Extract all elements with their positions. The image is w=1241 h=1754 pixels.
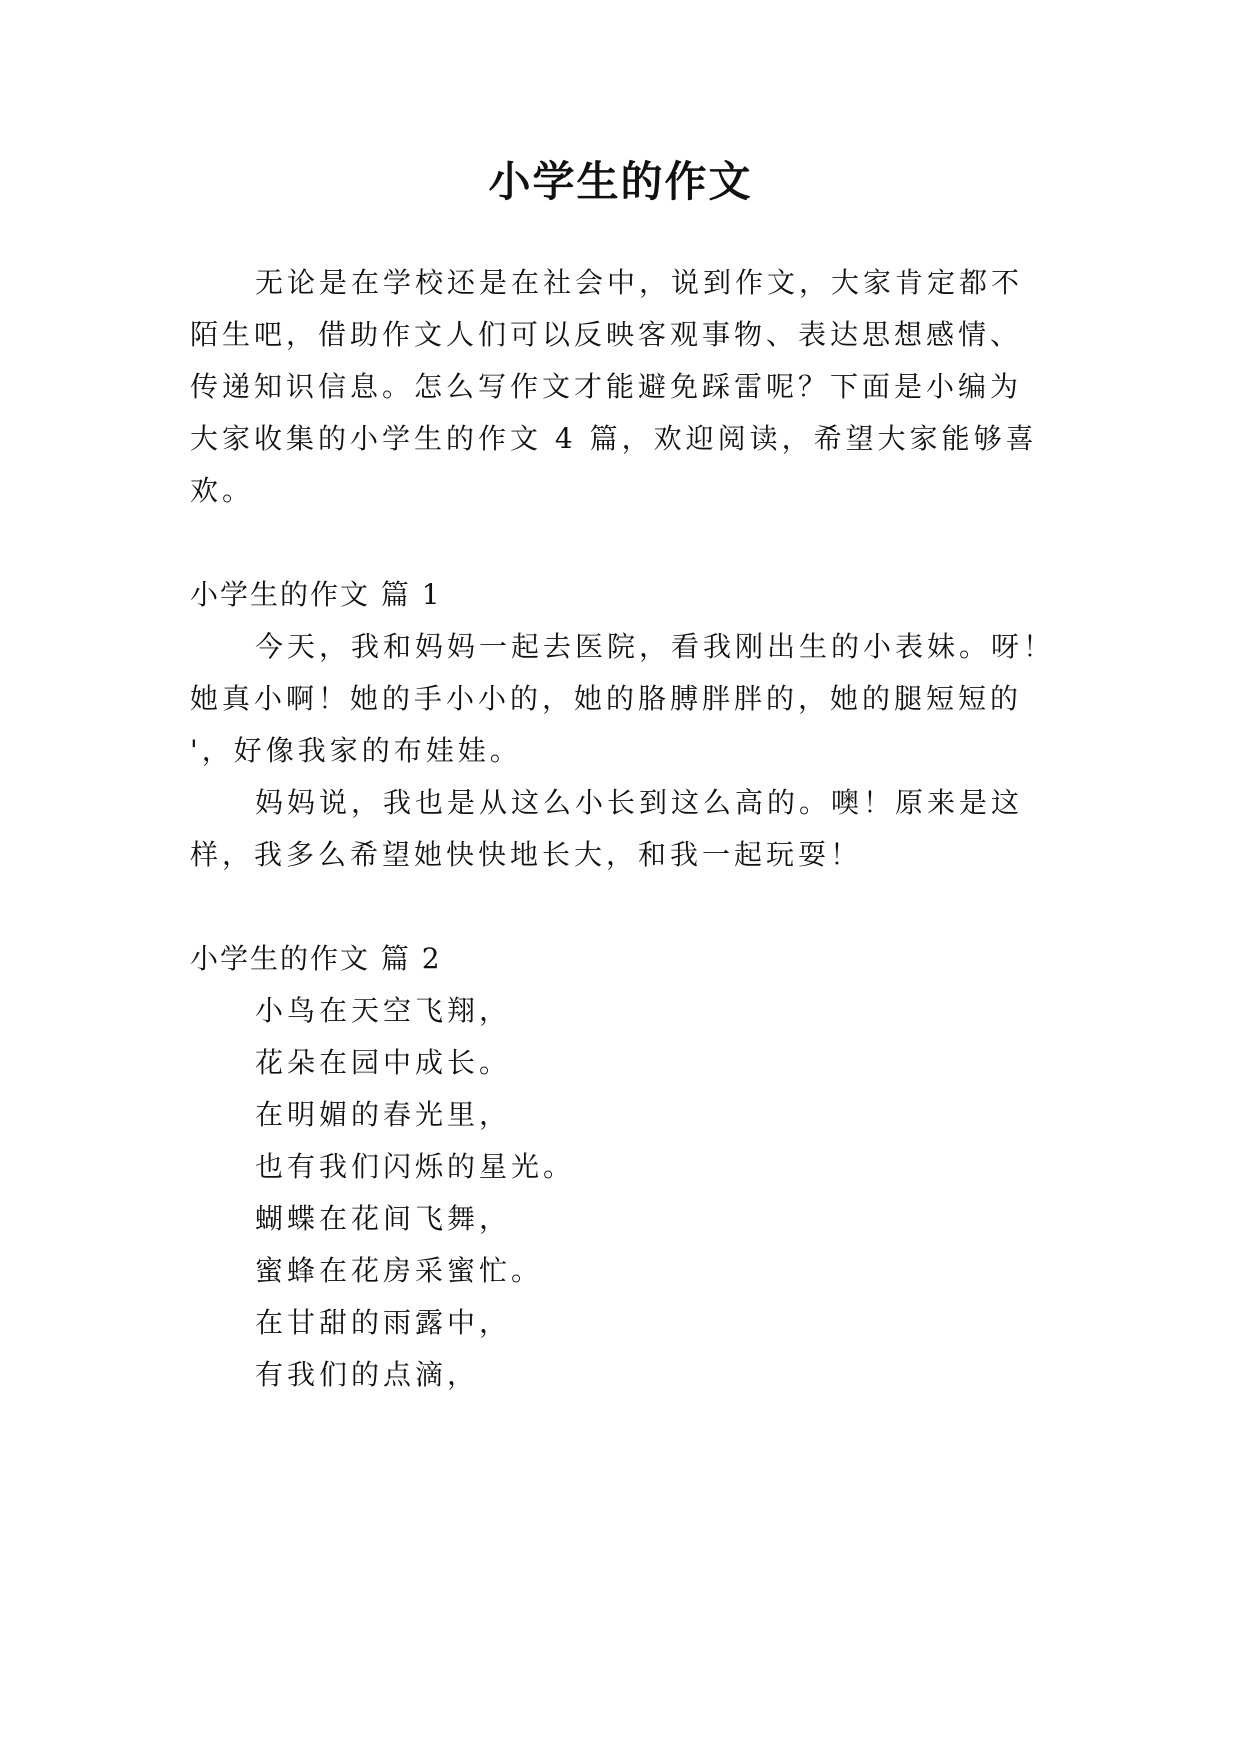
section-2-heading: 小学生的作文 篇 2 [190, 942, 442, 975]
poem-line-6: 蜜蜂在花房采蜜忙。 [255, 1254, 544, 1287]
intro-line-2: 陌生吧，借助作文人们可以反映客观事物、表达思想感情、 [190, 318, 1023, 351]
section-1-line-4: 妈妈说，我也是从这么小长到这么高的。噢！原来是这 [255, 786, 1024, 819]
intro-line-4: 大家收集的小学生的作文 4 篇，欢迎阅读，希望大家能够喜 [190, 422, 1038, 455]
section-1-line-2: 她真小啊！她的手小小的，她的胳膊胖胖的，她的腿短短的 [190, 682, 1023, 715]
section-1-heading: 小学生的作文 篇 1 [190, 578, 442, 611]
intro-line-3: 传递知识信息。怎么写作文才能避免踩雷呢？下面是小编为 [190, 370, 1023, 403]
poem-line-4: 也有我们闪烁的星光。 [255, 1150, 576, 1183]
poem-line-3: 在明媚的春光里， [255, 1098, 512, 1131]
poem-line-7: 在甘甜的雨露中， [255, 1306, 512, 1339]
poem-line-2: 花朵在园中成长。 [255, 1046, 512, 1079]
poem-line-5: 蝴蝶在花间飞舞， [255, 1202, 512, 1235]
poem-line-8: 有我们的点滴， [255, 1358, 480, 1391]
document-title: 小学生的作文 [488, 157, 753, 206]
section-1-line-1: 今天，我和妈妈一起去医院，看我刚出生的小表妹。呀！ [255, 630, 1056, 663]
intro-line-1: 无论是在学校还是在社会中，说到作文，大家肯定都不 [255, 266, 1024, 299]
intro-line-5: 欢。 [190, 474, 255, 507]
section-1-line-3: '，好像我家的布娃娃。 [190, 734, 522, 767]
section-1-line-5: 样，我多么希望她快快地长大，和我一起玩耍！ [190, 838, 863, 871]
poem-line-1: 小鸟在天空飞翔， [255, 994, 512, 1027]
